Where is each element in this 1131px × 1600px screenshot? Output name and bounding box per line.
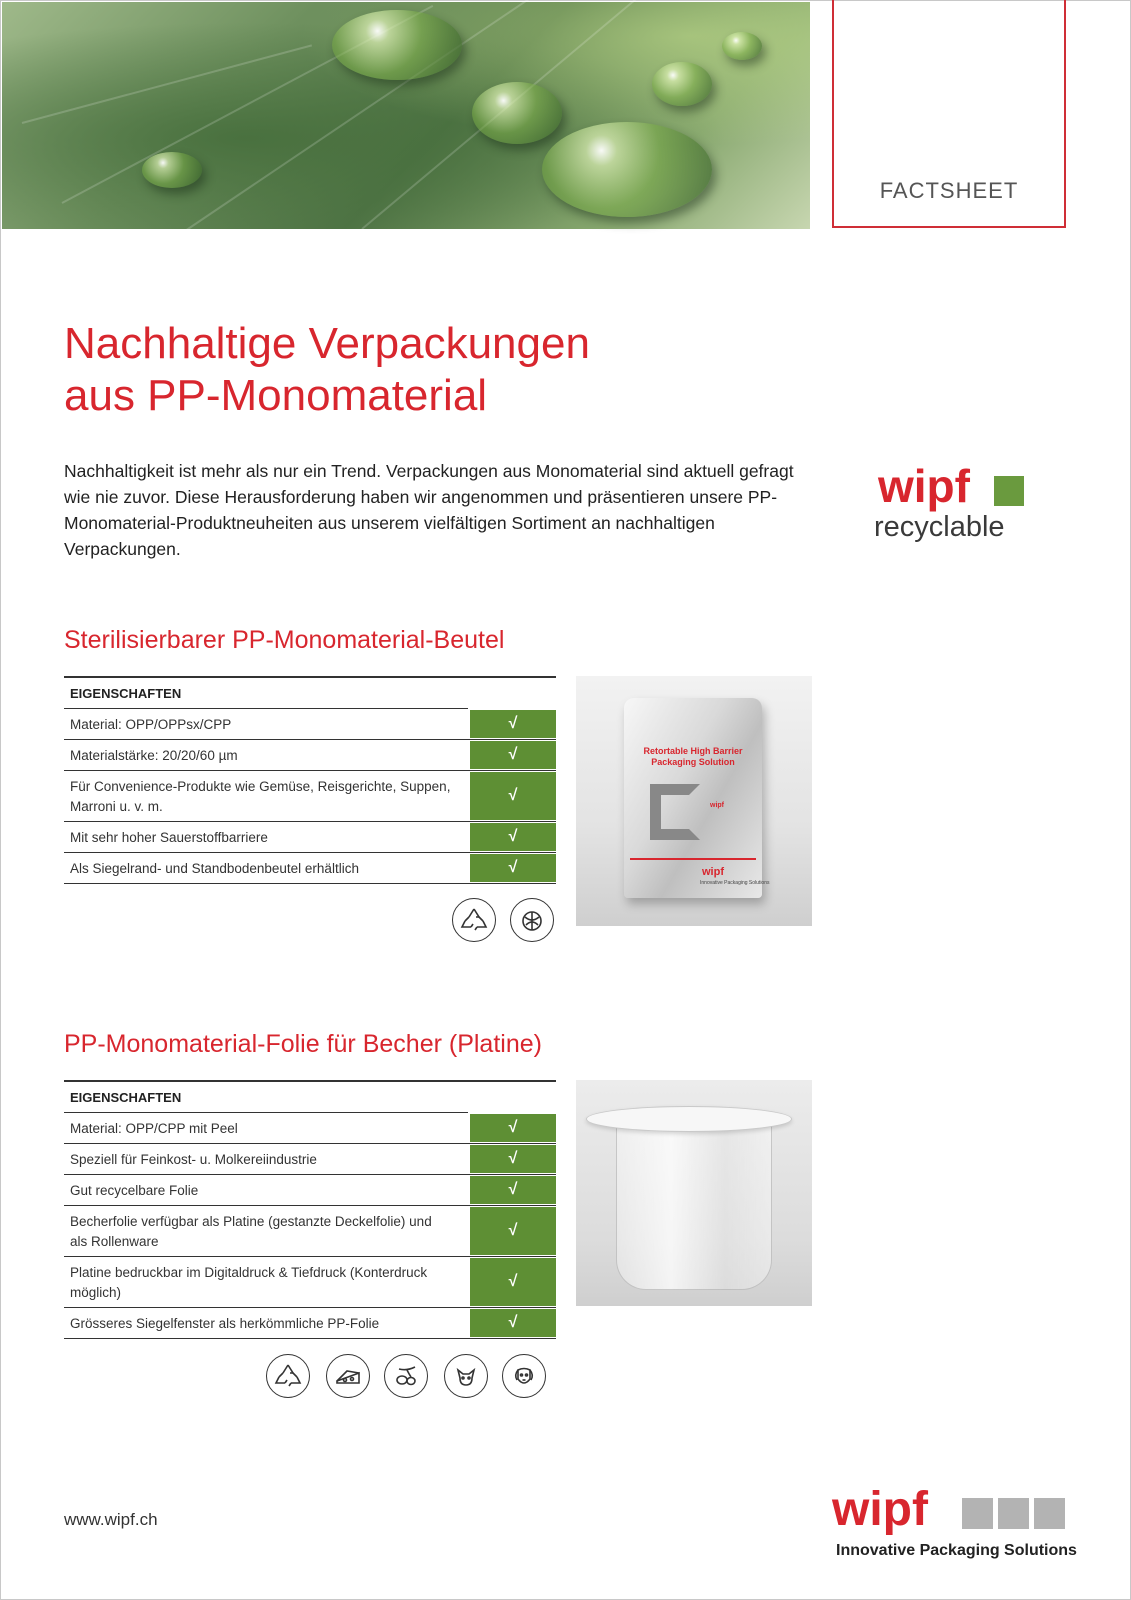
table-row [64,1175,556,1206]
recycle-icon [266,1354,310,1398]
table-row [64,1308,556,1339]
check-cell: √ [470,772,556,820]
logo-square [1034,1498,1065,1529]
wipf-logo-word: wipf [878,460,970,512]
hero-leaf-image [2,2,810,229]
page-title [64,318,590,422]
pouch-brand: wipf [702,866,724,878]
check-cell: √ [470,854,556,882]
table-row [64,1206,556,1257]
intro-paragraph: Nachhaltigkeit ist mehr als nur ein Trend. Verpackungen aus Monomaterial sind aktuell gefragt wie nie zuvor. Diese Herausforderung haben wir angenommen und präsentieren unsere PP-Monomaterial-Produktneuheiten aus unserem vielfältigen Sortiment an nachhaltigen Verpackungen. [64,461,794,559]
property-text: Platine bedruckbar im Digitaldruck & Tiefdruck (Konterdruck möglich) [70,1265,428,1300]
table-row [64,822,556,853]
pouch-body [624,698,770,898]
olive-icon [384,1354,428,1398]
footer-url[interactable]: www.wipf.ch [64,1510,158,1529]
cup-product-image [576,1080,812,1306]
pouch-text: Retortable High Barrier Packaging Solution [643,746,743,767]
table-row [64,740,556,771]
table-row [64,771,556,822]
logo-square [998,1498,1029,1529]
table-row [64,1257,556,1308]
section1-title: Sterilisierbarer PP-Monomaterial-Beutel [64,626,505,654]
cup-lid [586,1106,792,1132]
check-cell: √ [470,1309,556,1337]
logo-square [962,1498,993,1529]
page-title-line2: aus PP-Monomaterial [64,371,488,420]
page-title-line1: Nachhaltige Verpackungen [64,319,590,368]
logo-square [994,476,1024,506]
cheese-icon [326,1354,370,1398]
check-cell: √ [470,1207,556,1255]
property-text: Grösseres Siegelfenster als herkömmliche PP-Folie [70,1316,380,1331]
table-row [64,1144,556,1175]
wipf-recyclable-logo [872,460,1032,550]
section1-table [64,676,556,884]
table-row [64,709,556,740]
property-text: Für Convenience-Produkte wie Gemüse, Reisgerichte, Suppen, Marroni u. v. m. [70,779,451,814]
property-text: Material: OPP/CPP mit Peel [70,1121,238,1136]
property-text: Gut recycelbare Folie [70,1183,199,1198]
check-cell: √ [470,1114,556,1142]
table-row [64,1113,556,1144]
check-cell: √ [470,710,556,738]
pouch-brand-small: wipf [710,802,724,809]
footer-tagline: Innovative Packaging Solutions [836,1542,1077,1559]
check-cell: √ [470,1176,556,1204]
property-text: Als Siegelrand- und Standbodenbeutel erhältlich [70,861,359,876]
section2-title: PP-Monomaterial-Folie für Becher (Platine) [64,1030,542,1058]
property-text: Material: OPP/OPPsx/CPP [70,717,232,732]
pouch-c-mark [650,784,700,840]
vegetable-icon [510,898,554,942]
cat-icon [444,1354,488,1398]
cup-body [616,1114,772,1290]
table-header: EIGENSCHAFTEN [64,678,468,709]
pouch-stripe [630,858,756,860]
factsheet-label: FACTSHEET [879,178,1019,203]
factsheet-box [832,0,1066,228]
table-header: EIGENSCHAFTEN [64,1082,468,1113]
property-text: Becherfolie verfügbar als Platine (gestanzte Deckelfolie) und als Rollenware [70,1214,432,1249]
property-text: Speziell für Feinkost- u. Molkereiindustrie [70,1152,317,1167]
property-text: Materialstärke: 20/20/60 µm [70,748,238,763]
footer-wipf-logo [832,1483,1077,1564]
dog-icon [502,1354,546,1398]
check-cell: √ [470,1145,556,1173]
check-cell: √ [470,741,556,769]
property-text: Mit sehr hoher Sauerstoffbarriere [70,830,268,845]
check-cell: √ [470,823,556,851]
recyclable-label: recyclable [874,511,1005,543]
table-row [64,853,556,884]
section2-table [64,1080,556,1339]
pouch-tagline: Innovative Packaging Solutions [700,880,770,886]
pouch-product-image [576,676,812,926]
recycle-icon [452,898,496,942]
check-cell: √ [470,1258,556,1306]
footer-logo-word: wipf [832,1483,928,1536]
